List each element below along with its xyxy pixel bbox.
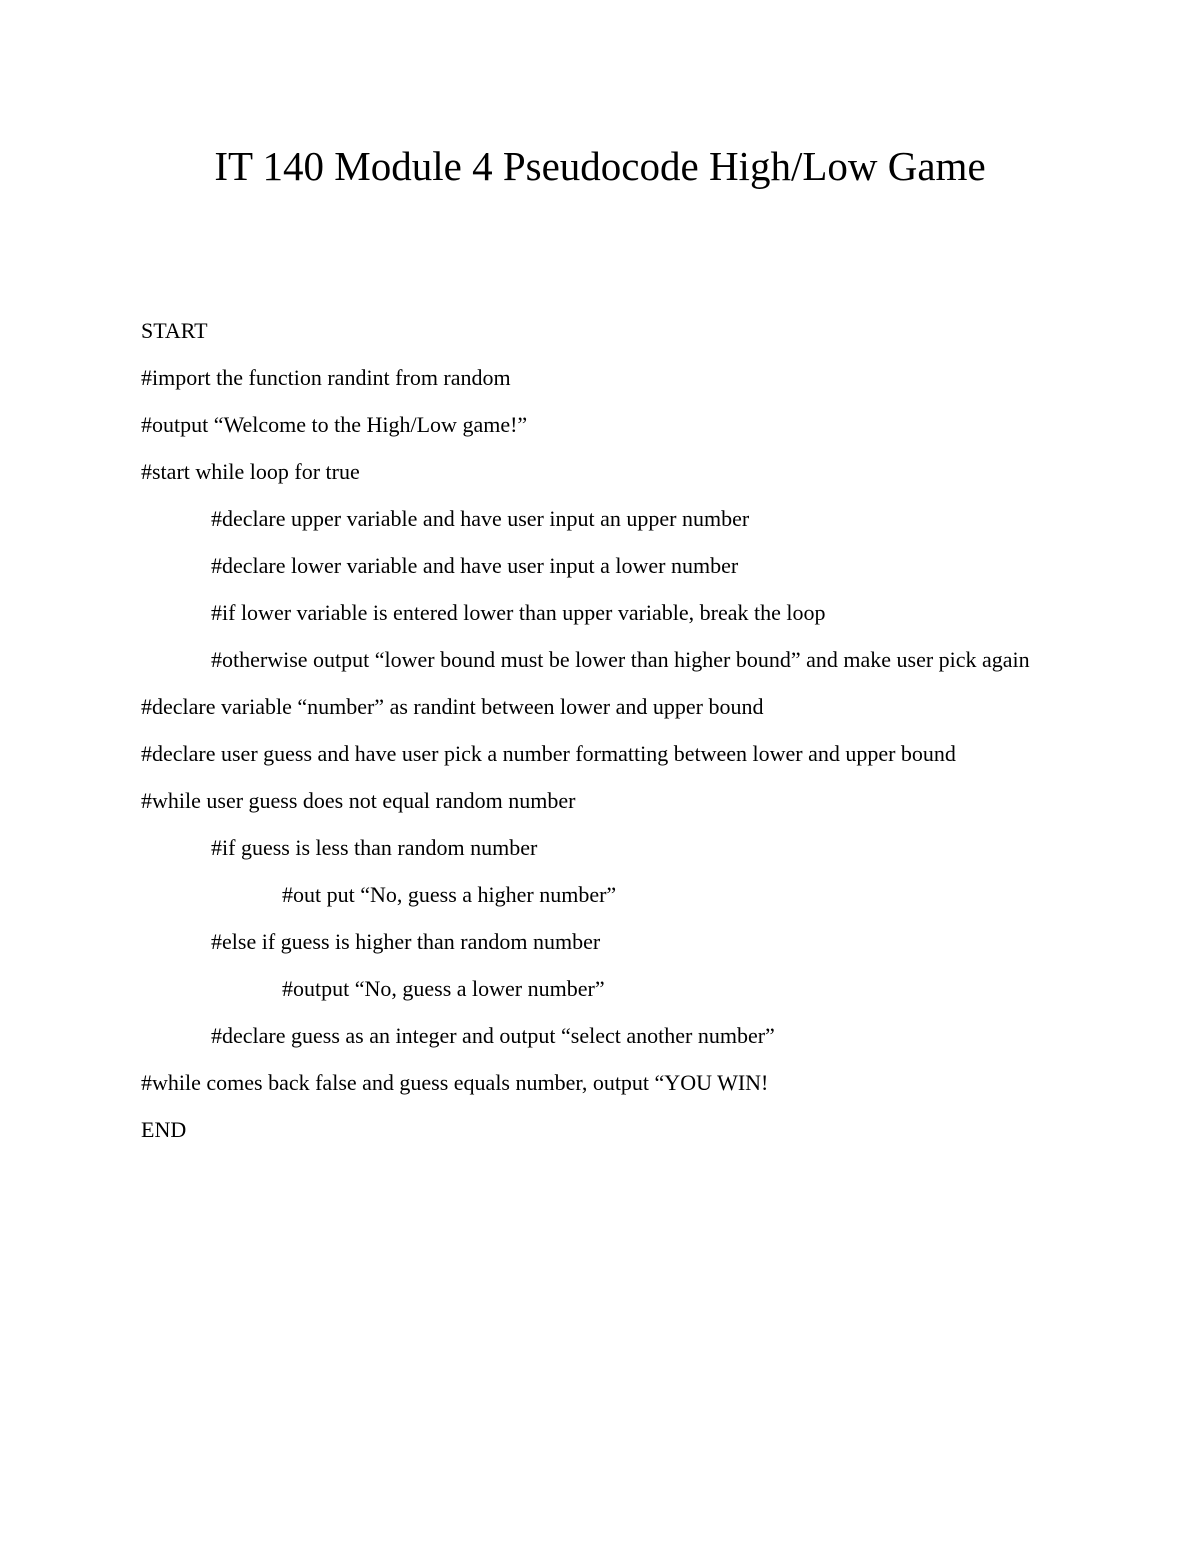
pseudocode-line: #else if guess is higher than random number: [211, 929, 601, 954]
pseudocode-line: #otherwise output “lower bound must be lower than higher bound” and make user pick again: [211, 647, 1030, 672]
pseudocode-line: #import the function randint from random: [141, 365, 511, 390]
pseudocode-line: #declare user guess and have user pick a number formatting between lower and upper bound: [141, 741, 956, 766]
pseudocode-line: #while user guess does not equal random number: [141, 788, 576, 813]
pseudocode-line: #output “No, guess a lower number”: [282, 976, 605, 1001]
document-title: IT 140 Module 4 Pseudocode High/Low Game: [214, 143, 986, 189]
pseudocode-line: #out put “No, guess a higher number”: [282, 882, 617, 907]
pseudocode-line: #declare upper variable and have user input an upper number: [211, 506, 750, 531]
pseudocode-line: #while comes back false and guess equals number, output “YOU WIN!: [141, 1070, 769, 1095]
pseudocode-body: [141, 315, 1041, 1161]
pseudocode-line: END: [141, 1117, 187, 1142]
pseudocode-line: #if guess is less than random number: [211, 835, 538, 860]
pseudocode-line: #declare variable “number” as randint between lower and upper bound: [141, 694, 764, 719]
pseudocode-line: #declare lower variable and have user input a lower number: [211, 553, 739, 578]
pseudocode-line: #start while loop for true: [141, 459, 360, 484]
pseudocode-line: #output “Welcome to the High/Low game!”: [141, 412, 528, 437]
pseudocode-line: #declare guess as an integer and output “select another number”: [211, 1023, 775, 1048]
pseudocode-line: START: [141, 318, 208, 343]
pseudocode-line: #if lower variable is entered lower than upper variable, break the loop: [211, 600, 826, 625]
